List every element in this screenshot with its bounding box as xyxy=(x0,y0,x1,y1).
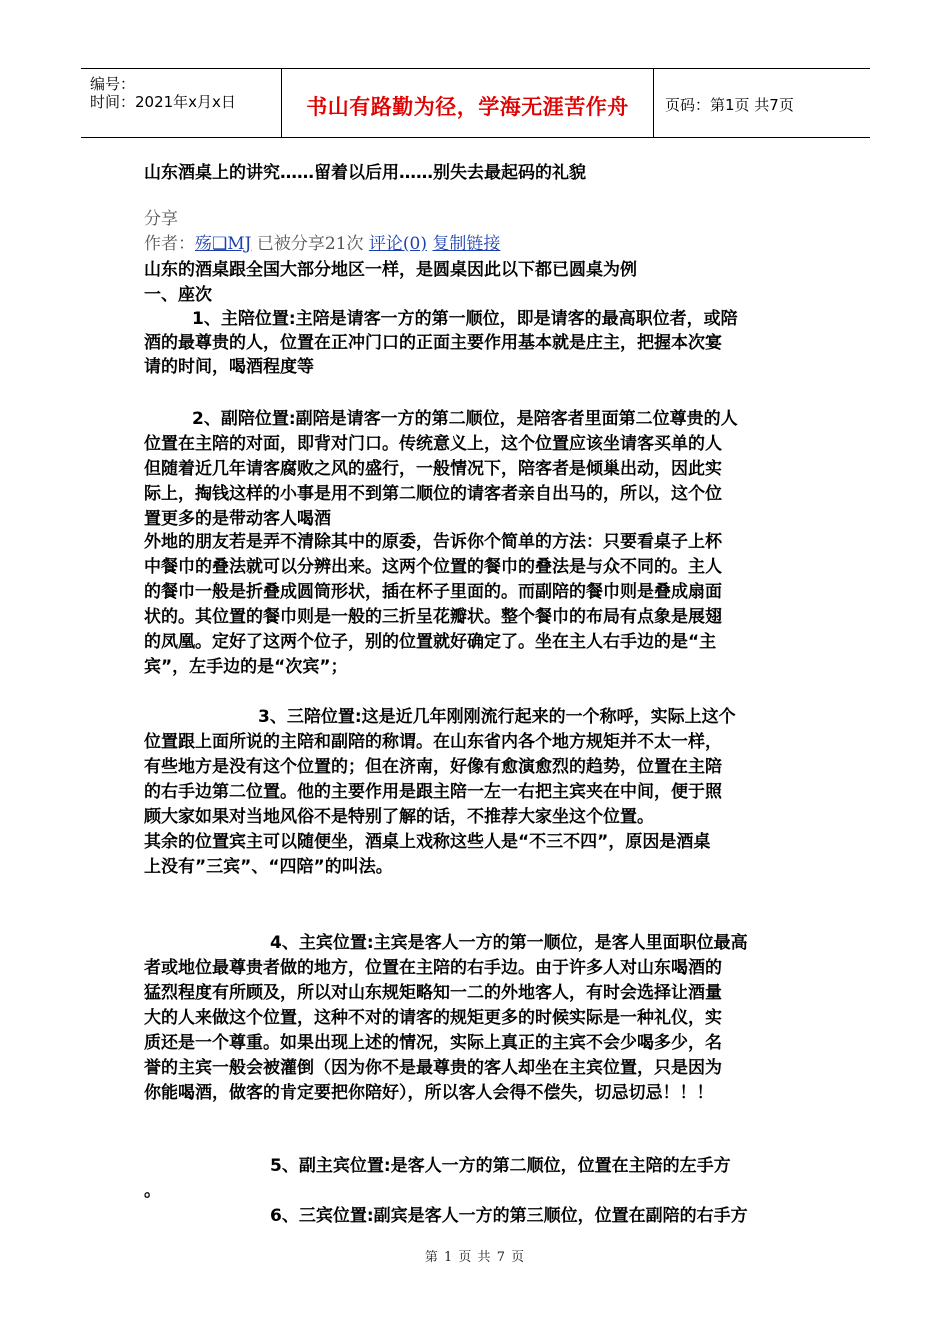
section-heading: 一、座次 xyxy=(144,285,212,305)
paragraph-line: 的右手边第二位置。他的主要作用是跟主陪一左一右把主宾夹在中间，便于照 xyxy=(144,782,722,802)
number-label: 编号： xyxy=(90,75,136,93)
paragraph-line: 顾大家如果对当地风俗不是特别了解的话，不推荐大家坐这个位置。 xyxy=(144,807,654,827)
author-link[interactable]: 殇❑MJ xyxy=(195,234,252,254)
paragraph-line: 状的。其位置的餐巾则是一般的三折呈花瓣状。整个餐巾的布局有点象是展翅 xyxy=(144,607,722,627)
header-meta-cell xyxy=(81,69,282,137)
paragraph-line: 你能喝酒，做客的肯定要把你陪好），所以客人会得不偿失，切忌切忌！！！ xyxy=(144,1083,714,1103)
paragraph-line: 大的人来做这个位置，这种不对的请客的规矩更多的时候实际是一种礼仪，实 xyxy=(144,1008,722,1028)
motto-text: 书山有路勤为径，学海无涯苦作舟 xyxy=(306,95,629,119)
paragraph-line: 3、三陪位置:这是近几年刚刚流行起来的一个称呼，实际上这个 xyxy=(258,707,736,727)
paragraph-line: 但随着近几年请客腐败之风的盛行，一般情况下，陪客者是倾巢出动，因此实 xyxy=(144,459,722,479)
paragraph-line: 者或地位最尊贵者做的地方，位置在主陪的右手边。由于许多人对山东喝酒的 xyxy=(144,958,722,978)
author-prefix: 作者： xyxy=(144,234,195,254)
paragraph-line: 中餐巾的叠法就可以分辨出来。这两个位置的餐巾的叠法是与众不同的。主人 xyxy=(144,557,722,577)
paragraph-line: 宾”，左手边的是“次宾”； xyxy=(144,657,348,677)
paragraph-line: 有些地方是没有这个位置的；但在济南，好像有愈演愈烈的趋势，位置在主陪 xyxy=(144,757,722,777)
paragraph-line: 际上，掏钱这样的小事是用不到第二顺位的请客者亲自出马的，所以，这个位 xyxy=(144,484,722,504)
paragraph-line: 置更多的是带动客人喝酒 xyxy=(144,509,331,529)
page-info: 页码：第1页 共7页 xyxy=(665,96,794,114)
paragraph-line: 的凤凰。定好了这两个位子，别的位置就好确定了。坐在主人右手边的是“主 xyxy=(144,632,717,652)
share-label[interactable]: 分享 xyxy=(144,209,178,229)
paragraph-line: 位置在主陪的对面，即背对门口。传统意义上，这个位置应该坐请客买单的人 xyxy=(144,434,722,454)
paragraph-line: 位置跟上面所说的主陪和副陪的称谓。在山东省内各个地方规矩并不太一样， xyxy=(144,732,722,752)
page-footer: 第 1 页 共 7 页 xyxy=(424,1250,526,1265)
header-motto-cell xyxy=(282,69,654,137)
paragraph-line: 请的时间，喝酒程度等 xyxy=(144,357,314,377)
paragraph-line: 1、主陪位置:主陪是请客一方的第一顺位，即是请客的最高职位者，或陪 xyxy=(192,309,738,329)
paragraph-line: 4、主宾位置:主宾是客人一方的第一顺位，是客人里面职位最高 xyxy=(270,933,748,953)
document-header xyxy=(81,68,870,138)
article-title: 山东酒桌上的讲究……留着以后用……别失去最起码的礼貌 xyxy=(144,163,586,183)
time-label: 时间：2021年x月x日 xyxy=(90,93,236,111)
paragraph-line: 酒的最尊贵的人，位置在正冲门口的正面主要作用基本就是庄主，把握本次宴 xyxy=(144,333,722,353)
header-page-cell xyxy=(654,69,870,137)
paragraph-line: 上没有”三宾”、“四陪”的叫法。 xyxy=(144,857,393,877)
paragraph-line: 质还是一个尊重。如果出现上述的情况，实际上真正的主宾不会少喝多少，名 xyxy=(144,1033,722,1053)
paragraph-line: 外地的朋友若是弄不清除其中的原委，告诉你个简单的方法：只要看桌子上杯 xyxy=(144,532,722,552)
paragraph-line: 誉的主宾一般会被灌倒（因为你不是最尊贵的客人却坐在主宾位置，只是因为 xyxy=(144,1058,722,1078)
paragraph-line: 。 xyxy=(144,1181,161,1201)
intro-text: 山东的酒桌跟全国大部分地区一样，是圆桌因此以下都已圆桌为例 xyxy=(144,260,637,280)
copy-link[interactable]: 复制链接 xyxy=(432,234,501,254)
paragraph-line: 其余的位置宾主可以随便坐，酒桌上戏称这些人是“不三不四”，原因是酒桌 xyxy=(144,832,711,852)
paragraph-line: 5、副主宾位置:是客人一方的第二顺位，位置在主陪的左手方 xyxy=(270,1156,731,1176)
comment-link[interactable]: 评论(0) xyxy=(368,234,428,254)
shared-count: 已被分享21次 xyxy=(256,234,364,254)
paragraph-line: 的餐巾一般是折叠成圆筒形状，插在杯子里面的。而副陪的餐巾则是叠成扇面 xyxy=(144,582,722,602)
author-line xyxy=(144,233,500,255)
paragraph-line: 2、副陪位置:副陪是请客一方的第二顺位，是陪客者里面第二位尊贵的人 xyxy=(192,409,738,429)
paragraph-line: 猛烈程度有所顾及，所以对山东规矩略知一二的外地客人，有时会选择让酒量 xyxy=(144,983,722,1003)
paragraph-line: 6、三宾位置:副宾是客人一方的第三顺位，位置在副陪的右手方 xyxy=(270,1206,748,1226)
